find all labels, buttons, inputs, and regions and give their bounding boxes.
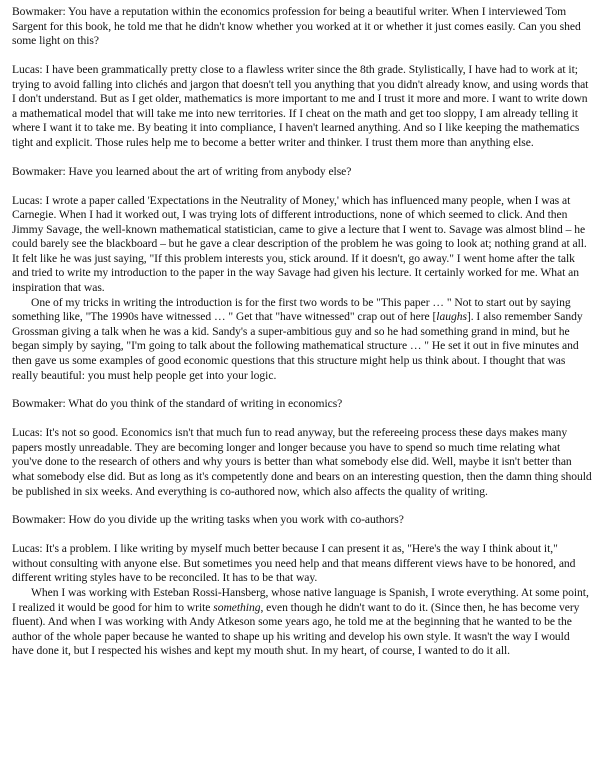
text-segment: When I was working with Esteban Rossi-Hansberg, whose native language is Spanish, I wrote everything. At some point, I realized it would be good for him to write: [12, 585, 589, 614]
lucas-answer-introduction-tricks: [12, 296, 592, 384]
lucas-answer-coauthor-problem: Lucas: It's a problem. I like writing by myself much better because I can present it as, "Here's the way I think about it," without consulting with anyone else. But sometimes you need help and that means different views have to be honored, and different writing styles have to be reconciled. It has to be that way.: [12, 542, 576, 585]
text-segment: ]. I also remember Sandy Grossman giving a talk when he was a kid. Sandy's a super-ambitious guy and so he had something grand in mind, but he began simply by saying, "I'm going to talk about the following mathematical structure … " He set it out in five minutes and then gave us some examples of good economic questions that this structure might help us think about. I thought that was really beautiful: you must help people get into your logic.: [12, 310, 583, 382]
bowmaker-question-writing-standard: Bowmaker: What do you think of the standard of writing in economics?: [12, 397, 343, 411]
bowmaker-question-learned-writing: Bowmaker: Have you learned about the art of writing from anybody else?: [12, 164, 352, 178]
lucas-answer-savage-lecture: Lucas: I wrote a paper called 'Expectations in the Neutrality of Money,' which has influenced many people, when I was at Carnegie. When I had it worked out, I was trying lots of different introductions, none of which seemed to click. And then Jimmy Savage, the well-known mathematical statistician, came to give a lecture that I went to. Savage was almost blind – he could barely see the blackboard – but he gave a clear description of the problem he was going to look at; nothing grand at all. It felt like he was just saying, "If this problem interests you, stick around. If it doesn't, go away." I went home after the talk and tried to write my introduction to the paper in the way Savage had given his lecture. It certainly worked for me. What an inspiration that was.: [12, 193, 587, 295]
italic-aside: laughs: [436, 310, 467, 324]
text-segment: , even though he didn't want to do it. (Since then, he has become very fluent). And when I was working with Andy Atkeson some years ago, he told me at the beginning that he wanted to be the author of the whole paper because he wanted to shape up his writing and develop his own style. It wasn't the way I would have done it, but I respected his wishes and kept my mouth shut. In my heart, of course, I wanted to do it all.: [12, 600, 580, 658]
italic-emphasis: something: [213, 600, 261, 614]
lucas-answer-grammar-and-math: Lucas: I have been grammatically pretty close to a flawless writer since the 8th grade. Stylistically, I have had to work at it; trying to avoid falling into clichés and jargon that doesn't tell you anything that you didn't already know, and using words that I don't understand. But as I get older, mathematics is more important to me and I trust it more and more. I want to write down a mathematical model that will take me into new territories. If I cheat on the math and get too sloppy, I am already telling it where I want it to take me. By beating it into compliance, I haven't learned anything. And so I like keeping the mathematics tight and explicit. Those rules help me to become a better writer and thinker. I trust them more than anything else.: [12, 62, 589, 149]
text-segment: One of my tricks in writing the introduction is for the first two words to be "This paper … " Not to start out by saying something like, "The 1990s have witnessed … " Get that "have witnessed" crap out of here [: [12, 295, 571, 324]
lucas-answer-rossi-hansberg-atkeson: [12, 586, 592, 659]
bowmaker-question-writing-reputation: Bowmaker: You have a reputation within the economics profession for being a beautiful writer. When I interviewed Tom Sargent for this book, he told me that he didn't know whether you worked at it or whether it just comes easily. Can you shed some light on this?: [12, 5, 581, 48]
bowmaker-question-coauthors: Bowmaker: How do you divide up the writing tasks when you work with co-authors?: [12, 513, 404, 527]
interview-document: [12, 5, 592, 659]
lucas-answer-refereeing: Lucas: It's not so good. Economics isn't that much fun to read anyway, but the refereeing process these days makes many papers mostly unreadable. They are becoming longer and longer because you have to spend so much time relating what you've done to the research of others and why yours is better than what somebody else did. Well, maybe it isn't better than what somebody else did. But as long as it's competently done and bears on an interesting question, then the damn thing should be published in six weeks. And everything is co-authored now, which also affects the quality of writing.: [12, 426, 592, 498]
